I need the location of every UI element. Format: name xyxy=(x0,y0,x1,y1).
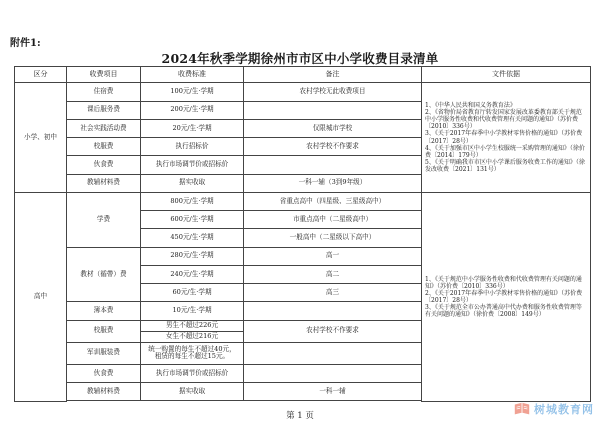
fee-item: 课后服务费 xyxy=(67,101,141,119)
section-high: 高中 xyxy=(15,192,67,401)
fee-note: 一般高中（二星级以下高中） xyxy=(244,229,422,247)
basis-high xyxy=(422,192,591,401)
fee-item: 住宿费 xyxy=(67,83,141,101)
spacer-cell xyxy=(67,401,422,402)
fee-note: 高二 xyxy=(244,265,422,283)
fee-standard-line: 女生不超过216元 xyxy=(141,331,243,343)
header-standard: 收费标准 xyxy=(141,67,244,83)
fee-standard: 10元/生·学期 xyxy=(141,302,244,320)
book-icon xyxy=(513,400,531,418)
header-section: 区分 xyxy=(15,67,67,83)
header-item: 收费项目 xyxy=(67,67,141,83)
fee-standard: 据实收取 xyxy=(141,383,244,401)
fee-note xyxy=(244,364,422,382)
basis-line: 4、《关于加强市区中小学生校服统一采购管理的通知》（徐价费〔2014〕179号） xyxy=(425,144,585,159)
fee-item: 伙食费 xyxy=(67,156,141,174)
fee-item: 校服费 xyxy=(67,138,141,156)
fee-standard: 100元/生·学期 xyxy=(141,83,244,101)
fee-item: 教辅材料费 xyxy=(67,383,141,401)
header-basis: 文件依据 xyxy=(422,67,591,83)
fee-standard xyxy=(141,342,244,364)
table-header-row xyxy=(15,67,591,83)
fee-standard: 200元/生·学期 xyxy=(141,101,244,119)
fee-note xyxy=(244,342,422,364)
basis-line: 5、《关于明确我市市区中小学课后服务收费工作的通知》（徐发改收费〔2021〕131号） xyxy=(425,158,585,173)
fee-note: 一科一辅 xyxy=(244,383,422,401)
fee-item: 学费 xyxy=(67,192,141,247)
watermark xyxy=(513,400,594,418)
fee-item: 簿本费 xyxy=(67,302,141,320)
fee-note: 农村学校不作要求 xyxy=(244,320,422,342)
basis-primary xyxy=(422,83,591,193)
fee-standard: 执行招标价 xyxy=(141,138,244,156)
fee-standard: 600元/生·学期 xyxy=(141,211,244,229)
fee-item: 伙食费 xyxy=(67,364,141,382)
fee-note: 仅限城市学校 xyxy=(244,119,422,137)
fee-standard: 执行市场调节价或招标价 xyxy=(141,156,244,174)
fee-note: 市重点高中（二星级高中） xyxy=(244,211,422,229)
page-number: 第 1 页 xyxy=(286,411,314,421)
attachment-label: 附件1: xyxy=(10,38,41,49)
fee-standard-line: 男生不超过226元 xyxy=(165,320,219,329)
fee-note xyxy=(244,156,422,174)
basis-line: 1、《中华人民共和国义务教育法》 xyxy=(425,102,516,110)
basis-line: 3、《关于规范全市公办普通高中代办费和服务性收费管理等有关问题的通知》（徐价费〔2008〕149号） xyxy=(425,303,582,319)
basis-line: 1、《关于规范中小学服务性收费和代收费管理有关问题的通知》（苏价费〔2010〕336号） xyxy=(425,275,582,290)
fee-note: 省重点高中（四星级、三星级高中） xyxy=(244,192,422,210)
fee-standard-line: 统一购置的每生不超过40元， xyxy=(148,344,236,353)
fee-note: 农村学校无此收费项目 xyxy=(244,83,422,101)
fee-standard: 据实收取 xyxy=(141,174,244,192)
table-row xyxy=(15,192,591,210)
fee-standard: 450元/生·学期 xyxy=(141,229,244,247)
header-note: 备注 xyxy=(244,67,422,83)
fee-standard-line: 租赁的每生不超过15元。 xyxy=(154,352,230,361)
fee-item: 军训服装费 xyxy=(67,342,141,364)
fee-standard xyxy=(141,320,244,342)
fee-standard: 执行市场调节价或招标价 xyxy=(141,364,244,382)
fee-standard: 240元/生·学期 xyxy=(141,265,244,283)
fee-standard: 280元/生·学期 xyxy=(141,247,244,265)
basis-line: 3、《关于2017年春季中小学教材零售价格的通知》（苏价费〔2017〕28号） xyxy=(425,130,583,145)
document-title: 2024年秋季学期徐州市市区中小学收费目录清单 xyxy=(161,51,439,66)
basis-line: 2、《关于2017年春季中小学教材零售价格的通知》（苏价费〔2017〕28号） xyxy=(425,289,583,304)
fee-table xyxy=(14,66,591,402)
fee-note: 一科一辅（3到9年级） xyxy=(244,174,422,192)
fee-standard: 60元/生·学期 xyxy=(141,284,244,302)
fee-standard: 20元/生·学期 xyxy=(141,119,244,137)
fee-note: 高一 xyxy=(244,247,422,265)
fee-item: 校服费 xyxy=(67,320,141,342)
basis-line: 2、《省物价局省教育厅转发国家发展改革委教育部关于规范中小学服务性收费和代收费管理有关问题的通知》（苏价费〔2010〕336号） xyxy=(425,109,582,131)
fee-item: 教材（循帶）费 xyxy=(67,247,141,302)
fee-item: 社会实践活动费 xyxy=(67,119,141,137)
section-primary: 小学、初中 xyxy=(15,83,67,193)
fee-standard: 800元/生·学期 xyxy=(141,192,244,210)
fee-note: 农村学校不作要求 xyxy=(244,138,422,156)
fee-note xyxy=(244,101,422,119)
fee-note: 高三 xyxy=(244,284,422,302)
table-row xyxy=(15,83,591,101)
fee-note xyxy=(244,302,422,320)
watermark-text: 树城教育网 xyxy=(534,403,594,416)
fee-item: 教辅材料费 xyxy=(67,174,141,192)
